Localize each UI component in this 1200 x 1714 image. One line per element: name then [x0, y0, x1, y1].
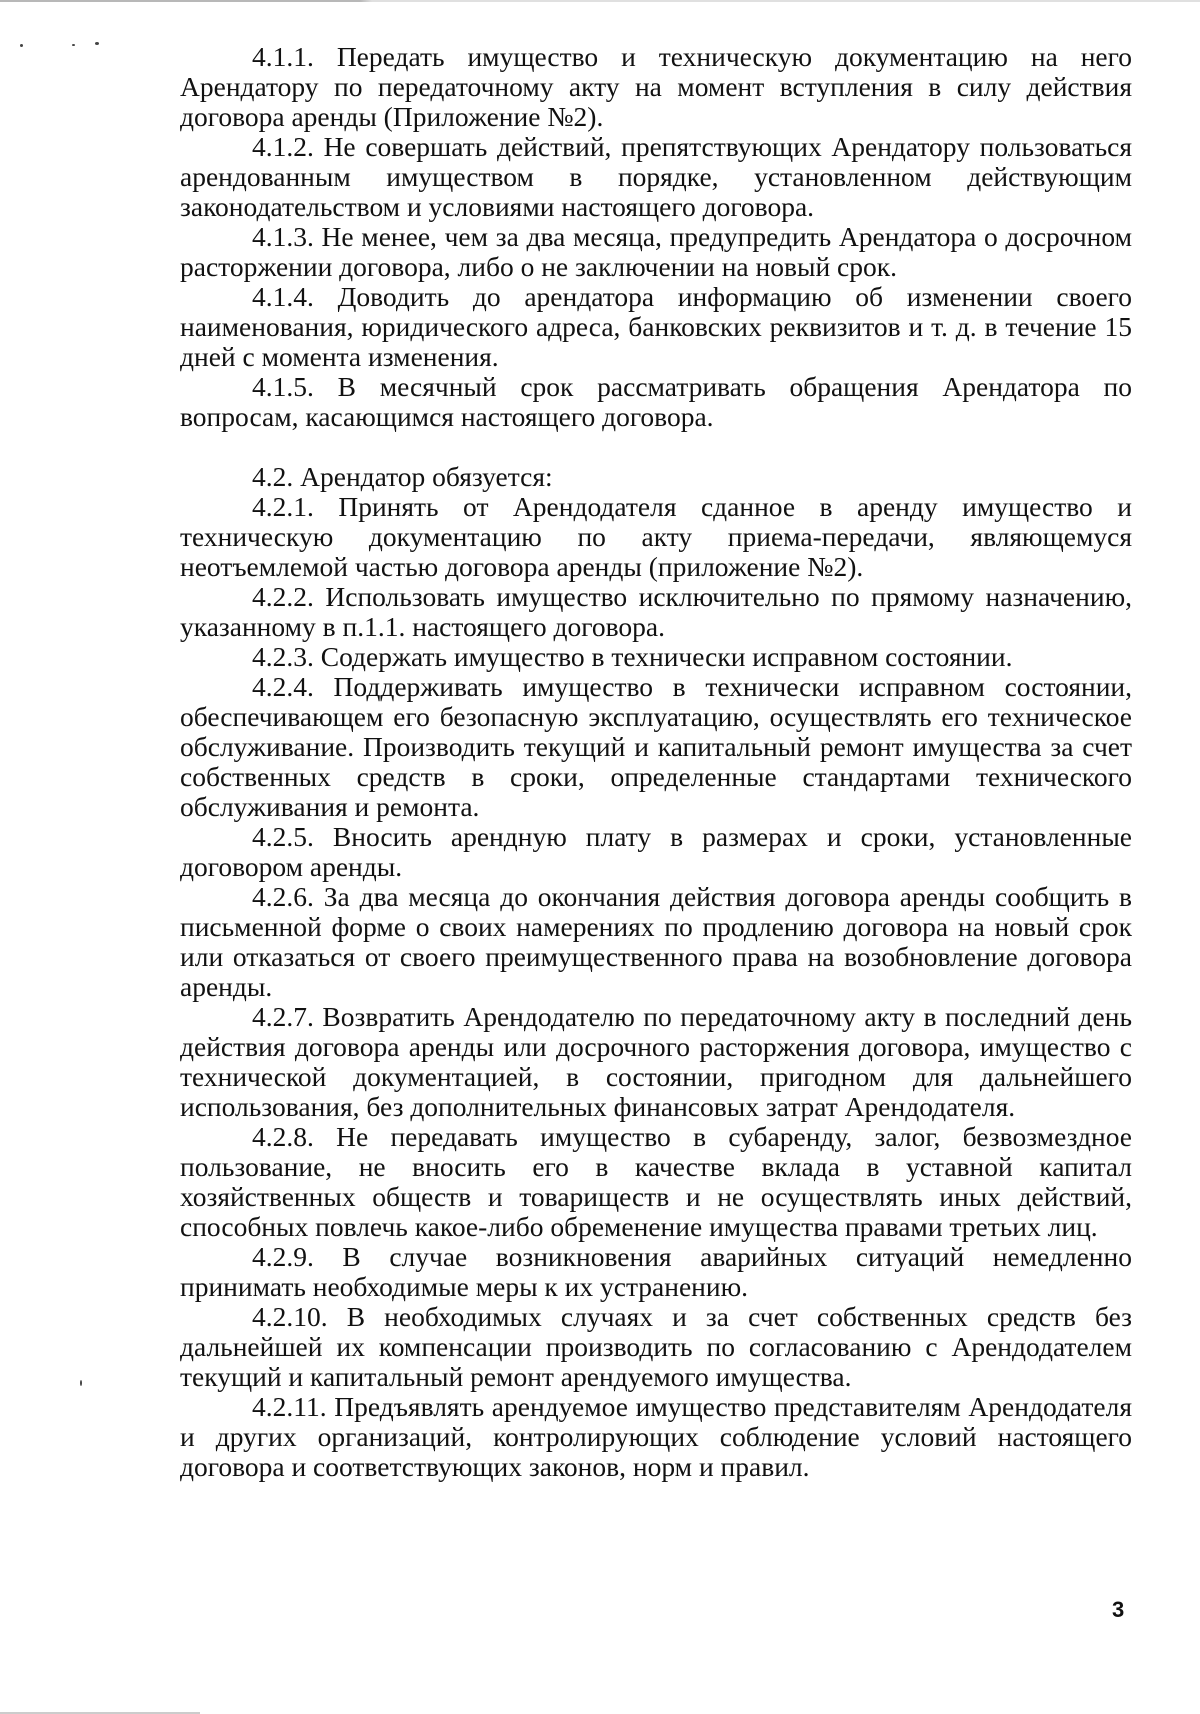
- clause-4-2-7: 4.2.7. Возвратить Арендодателю по передаточному акту в последний день действия договора аренды или досрочного расторжения договора, имущество с технической документацией, в состоянии, пригодном для дальнейшего использования, без дополнительных финансовых затрат Арендодателя.: [180, 1001, 1132, 1122]
- clause-4-1-2: 4.1.2. Не совершать действий, препятствующих Арендатору пользоваться арендованным имуществом в порядке, установленном действующим законодательством и условиями настоящего договора.: [180, 131, 1132, 222]
- clause-4-2-4: 4.2.4. Поддерживать имущество в технически исправном состоянии, обеспечивающем его безопасную эксплуатацию, осуществлять его техническое обслуживание. Производить текущий и капитальный ремонт имущества за счет собственных средств в сроки, определенные стандартами технического обслуживания и ремонта.: [180, 671, 1132, 822]
- clause-4-2-1: 4.2.1. Принять от Арендодателя сданное в аренду имущество и техническую документацию по акту приема-передачи, являющемуся неотъемлемой частью договора аренды (приложение №2).: [180, 491, 1132, 582]
- scan-speck: [72, 44, 75, 46]
- section-heading-4-2: 4.2. Арендатор обязуется:: [252, 461, 553, 492]
- scan-speck: [80, 1380, 82, 1386]
- clause-4-2-9: 4.2.9. В случае возникновения аварийных ситуаций немедленно принимать необходимые меры к их устранению.: [180, 1241, 1132, 1302]
- document-body: [180, 42, 1132, 1482]
- scan-edge-top: [0, 0, 1200, 2]
- clause-4-1-5: 4.1.5. В месячный срок рассматривать обращения Арендатора по вопросам, касающимся настоящего договора.: [180, 371, 1132, 432]
- clause-4-2-2: 4.2.2. Использовать имущество исключительно по прямому назначению, указанному в п.1.1. настоящего договора.: [180, 581, 1132, 642]
- page-number: 3: [1112, 1597, 1125, 1622]
- clause-4-2-5: 4.2.5. Вносить арендную плату в размерах и сроки, установленные договором аренды.: [180, 821, 1132, 882]
- clause-4-2-6: 4.2.6. За два месяца до окончания действия договора аренды сообщить в письменной форме о своих намерениях по продлению договора на новый срок или отказаться от своего преимущественного права на возобновление договора аренды.: [180, 881, 1132, 1002]
- clause-4-2-3: 4.2.3. Содержать имущество в технически исправном состоянии.: [252, 641, 1013, 672]
- scan-speck: [95, 42, 99, 45]
- clause-4-2-8: 4.2.8. Не передавать имущество в субаренду, залог, безвозмездное пользование, не вносить его в качестве вклада в уставной капитал хозяйственных обществ и товариществ и не осуществлять иных действий, способных повлечь какое-либо обременение имущества правами третьих лиц.: [180, 1121, 1132, 1242]
- clause-4-2-10: 4.2.10. В необходимых случаях и за счет собственных средств без дальнейшей их компенсации производить по согласованию с Арендодателем текущий и капитальный ремонт арендуемого имущества.: [180, 1301, 1132, 1392]
- clause-4-1-1: 4.1.1. Передать имущество и техническую документацию на него Арендатору по передаточному акту на момент вступления в силу действия договора аренды (Приложение №2).: [180, 41, 1132, 132]
- clause-4-1-3: 4.1.3. Не менее, чем за два месяца, предупредить Арендатора о досрочном расторжении договора, либо о не заключении на новый срок.: [180, 221, 1132, 282]
- clause-4-2-11: 4.2.11. Предъявлять арендуемое имущество представителям Арендодателя и других организаций, контролирующих соблюдение условий настоящего договора и соответствующих законов, норм и правил.: [180, 1391, 1132, 1482]
- clause-4-1-4: 4.1.4. Доводить до арендатора информацию об изменении своего наименования, юридического адреса, банковских реквизитов и т. д. в течение 15 дней с момента изменения.: [180, 281, 1132, 372]
- scan-speck: [20, 44, 23, 47]
